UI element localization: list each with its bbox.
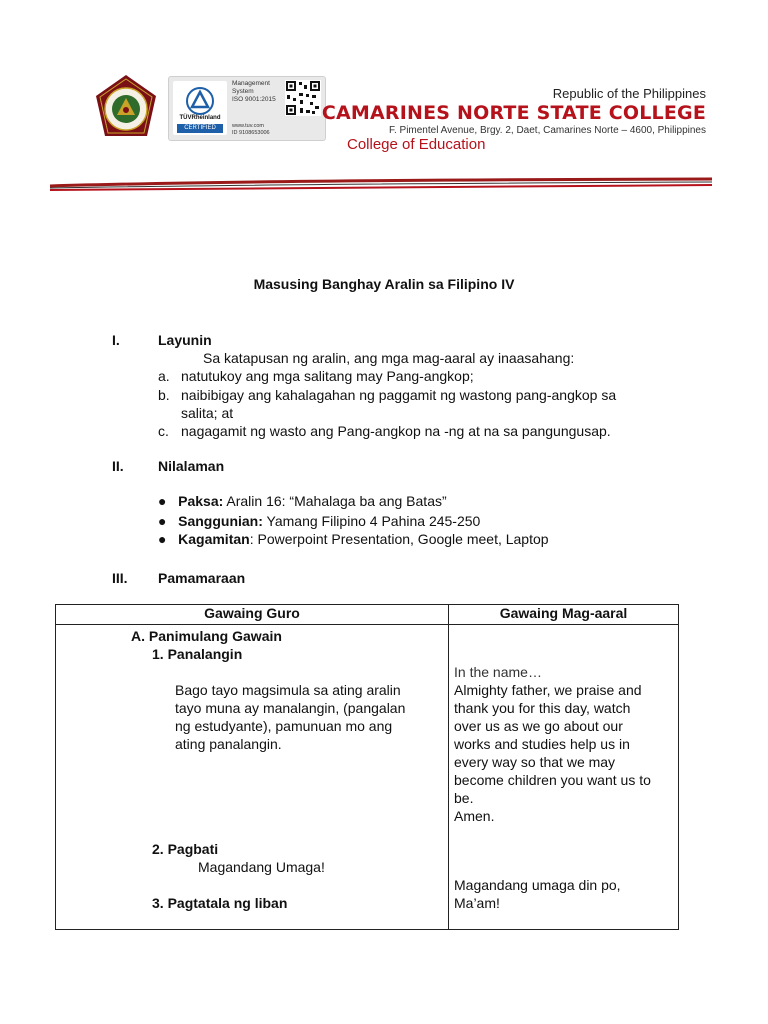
section-heading-pamamaraan: Pamamaraan — [158, 570, 246, 586]
step-heading: 2. Pagbati — [152, 841, 219, 857]
objectives-intro: Sa katapusan ng aralin, ang mga mag-aaral ay inaasahang: — [203, 350, 575, 366]
bullet-value: Yamang Filipino 4 Pahina 245-250 — [262, 513, 481, 529]
list-marker: a. — [158, 368, 170, 384]
table-header-row — [56, 605, 679, 625]
header-divider — [50, 176, 712, 196]
student-line: Magandang umaga din po, — [454, 877, 621, 893]
student-line: works and studies help us in — [454, 736, 630, 752]
cert-line: Management — [232, 80, 270, 87]
republic-text: Republic of the Philippines — [552, 86, 706, 101]
step-heading: 3. Pagtatala ng liban — [152, 895, 288, 911]
cert-id: ID 9108653006 — [232, 130, 270, 136]
tuv-badge — [173, 81, 227, 135]
section-numeral: I. — [112, 332, 120, 348]
student-line: Amen. — [454, 808, 495, 824]
college-seal-logo — [92, 74, 160, 142]
college-address: F. Pimentel Avenue, Brgy. 2, Daet, Camarines Norte – 4600, Philippines — [388, 125, 706, 136]
student-line: Ma’am! — [454, 895, 500, 911]
document-title: Masusing Banghay Aralin sa Filipino IV — [253, 276, 515, 292]
part-heading: A. Panimulang Gawain — [131, 628, 282, 644]
bullet-item — [158, 492, 447, 510]
student-line: become children you want us to — [454, 772, 651, 788]
bullet-item — [158, 530, 549, 548]
bullet-icon: ● — [158, 531, 179, 547]
student-line: thank you for this day, watch — [454, 700, 631, 716]
cert-line: ISO 9001:2015 — [232, 96, 276, 103]
tuv-brand: TÜVRheinland — [179, 115, 221, 121]
bullet-label: Paksa: — [178, 493, 224, 509]
department-name: College of Education — [347, 136, 486, 153]
column-header-student: Gawaing Mag-aaral — [449, 605, 679, 625]
bullet-item — [158, 512, 480, 530]
student-line: every way so that we may — [454, 754, 616, 770]
tuv-certified: CERTIFIED — [184, 125, 216, 131]
bullet-value: : Powerpoint Presentation, Google meet, Laptop — [249, 531, 549, 547]
student-line: Almighty father, we praise and — [454, 682, 642, 698]
table-row — [56, 625, 679, 930]
objective-item: nagagamit ng wasto ang Pang-angkop na -ng at na sa pangungusap. — [181, 423, 611, 439]
bullet-label: Sanggunian: — [178, 513, 263, 529]
section-heading-nilalaman: Nilalaman — [158, 458, 225, 474]
cert-line: System — [232, 88, 254, 95]
certification-box — [168, 76, 326, 141]
student-line: be. — [454, 790, 474, 806]
certification-text — [232, 80, 276, 104]
bullet-icon: ● — [158, 493, 179, 509]
bullet-label: Kagamitan — [178, 531, 250, 547]
cert-url: www.tuv.com — [232, 123, 264, 129]
teacher-line: tayo muna ay manalangin, (pangalan — [175, 700, 406, 716]
list-marker: b. — [158, 387, 170, 403]
bullet-icon: ● — [158, 513, 179, 529]
teacher-line: ng estudyante), pamunuan mo ang — [175, 718, 393, 734]
bullet-value: Aralin 16: “Mahalaga ba ang Batas” — [223, 493, 447, 509]
teacher-line: Magandang Umaga! — [198, 859, 325, 875]
qr-code-icon — [285, 80, 321, 116]
student-line: over us as we go about our — [454, 718, 623, 734]
objective-item-continued: salita; at — [181, 405, 234, 421]
column-header-teacher: Gawaing Guro — [56, 605, 449, 625]
college-name: CAMARINES NORTE STATE COLLEGE — [321, 102, 706, 124]
certification-id — [232, 123, 270, 137]
section-numeral: II. — [112, 458, 124, 474]
list-marker: c. — [158, 423, 169, 439]
procedure-table — [55, 604, 679, 930]
student-line: In the name… — [454, 664, 542, 680]
teacher-cell — [56, 625, 449, 930]
objective-item: natutukoy ang mga salitang may Pang-angkop; — [181, 368, 474, 384]
student-cell — [449, 625, 679, 930]
section-numeral: III. — [112, 570, 128, 586]
objective-item: naibibigay ang kahalagahan ng paggamit ng wastong pang-angkop sa — [181, 387, 617, 403]
teacher-line: Bago tayo magsimula sa ating aralin — [175, 682, 401, 698]
teacher-line: ating panalangin. — [175, 736, 282, 752]
section-heading-layunin: Layunin — [158, 332, 212, 348]
step-heading: 1. Panalangin — [152, 646, 243, 662]
